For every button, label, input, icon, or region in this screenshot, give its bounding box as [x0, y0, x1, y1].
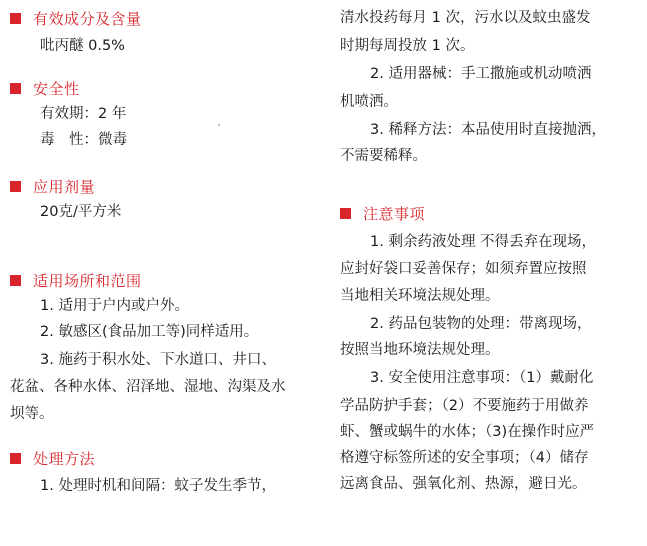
section-header-scope: [10, 270, 142, 290]
body-line: 花盆、各种水体、沼泽地、湿地、沟渠及水: [10, 379, 286, 395]
body-line: 2. 适用器械：手工撒施或机动喷洒: [370, 66, 592, 82]
body-line: 有效期：2 年: [40, 106, 127, 122]
body-line: 机喷洒。: [340, 94, 398, 110]
body-line: 当地相关环境法规处理。: [340, 288, 500, 304]
speck-mark: [218, 124, 220, 126]
body-line: 坝等。: [10, 406, 54, 422]
body-line: 毒 性：微毒: [40, 132, 127, 148]
red-square-icon: [340, 208, 351, 219]
red-square-icon: [10, 13, 21, 24]
section-title: 有效成分及含量: [33, 9, 142, 28]
body-line: 20克/平方米: [40, 204, 122, 220]
body-line: 格遵守标签所述的安全事项；（4）储存: [340, 450, 589, 466]
section-header-active-ingredient: [10, 8, 142, 28]
body-line: 学品防护手套；（2）不要施药于用做养: [340, 398, 589, 414]
section-title: 应用剂量: [33, 177, 96, 196]
section-title: 注意事项: [363, 204, 426, 223]
body-line: 3. 施药于积水处、下水道口、井口、: [40, 352, 276, 368]
section-title: 安全性: [33, 79, 80, 98]
body-line: 应封好袋口妥善保存；如须弃置应按照: [340, 261, 587, 277]
red-square-icon: [10, 453, 21, 464]
body-line: 2. 药品包装物的处理：带离现场，: [370, 316, 592, 332]
body-line: 2. 敏感区(食品加工等)同样适用。: [40, 324, 259, 340]
body-line: 3. 安全使用注意事项：（1）戴耐化: [370, 370, 594, 386]
section-header-method: [10, 448, 95, 468]
section-title: 适用场所和范围: [33, 271, 142, 290]
body-line: 远离食品、强氧化剂、热源，避日光。: [340, 476, 587, 492]
body-line: 1. 剩余药液处理 不得丢弃在现场，: [370, 234, 597, 250]
body-line: 不需要稀释。: [340, 148, 427, 164]
section-title: 处理方法: [33, 449, 96, 468]
body-line: 1. 适用于户内或户外。: [40, 298, 189, 314]
body-line: 3. 稀释方法：本品使用时直接抛洒，: [370, 122, 606, 138]
section-header-precautions: [340, 203, 425, 223]
section-header-safety: [10, 78, 80, 98]
red-square-icon: [10, 181, 21, 192]
red-square-icon: [10, 83, 21, 94]
section-header-dosage: [10, 176, 95, 196]
red-square-icon: [10, 275, 21, 286]
body-line: 吡丙醚 0.5%: [40, 38, 125, 54]
body-line: 按照当地环境法规处理。: [340, 342, 500, 358]
body-line: 虾、蟹或蜗牛的水体；（3)在操作时应严: [340, 424, 595, 440]
body-line: 1. 处理时机和间隔：蚊子发生季节，: [40, 478, 276, 494]
body-line: 时期每周投放 1 次。: [340, 38, 475, 54]
body-line: 清水投药每月 1 次，污水以及蚊虫盛发: [340, 10, 591, 26]
